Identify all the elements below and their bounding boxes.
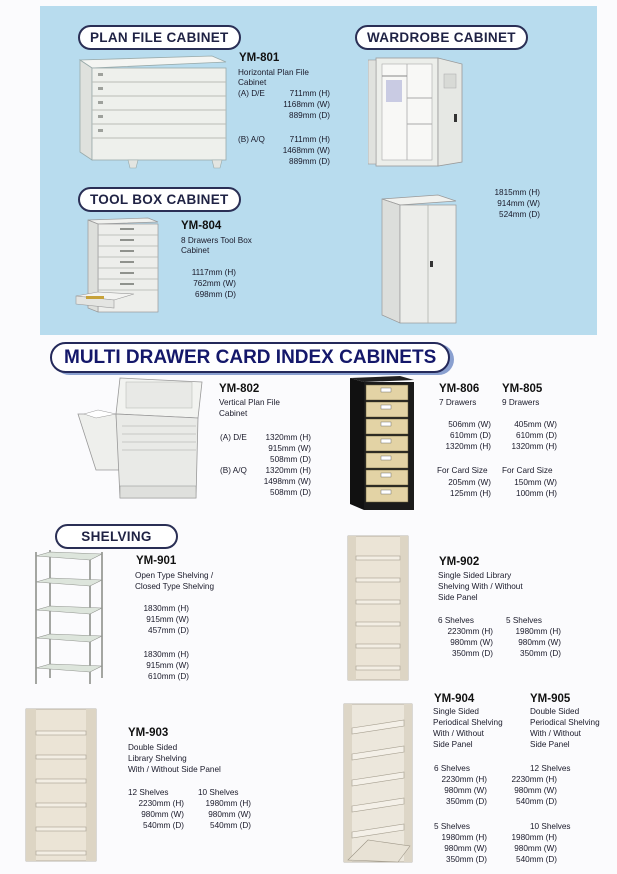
dimension-depth: 350mm (D) xyxy=(446,796,487,806)
ym-902-description-2: Shelving With / Without xyxy=(438,582,523,591)
ym-802-variant-b-label: (B) A/Q xyxy=(220,466,247,475)
dimension-depth: 350mm (D) xyxy=(452,648,493,658)
ym-902-description-3: Side Panel xyxy=(438,593,478,602)
ym-903-10-shelves-dimensions xyxy=(188,799,251,831)
plan-file-cabinet-heading: PLAN FILE CABINET xyxy=(78,25,241,50)
ym-903-12-shelves xyxy=(128,788,169,799)
dimension-height: 2230mm (H) xyxy=(447,627,493,636)
dimension-height: 1320mm (H) xyxy=(511,441,557,451)
ym-905-description-4: Side Panel xyxy=(530,740,570,749)
dimension-width: 914mm (W) xyxy=(497,198,540,208)
card-height: 125mm (H) xyxy=(450,488,491,498)
ym-902-6-shelves-dimensions xyxy=(430,627,493,659)
dimension-width: 1498mm (W) xyxy=(263,476,311,486)
ym-904-description-2: Periodical Shelving xyxy=(433,718,503,727)
dimension-depth: 508mm (D) xyxy=(270,454,311,464)
shelf-count: 10 Shelves xyxy=(198,788,239,797)
ym-905-description-2: Periodical Shelving xyxy=(530,718,600,727)
ym-904-description-1: Single Sided xyxy=(433,707,479,716)
dimension-width: 915mm (W) xyxy=(268,443,311,453)
ym-801-variant-a-dimensions xyxy=(262,89,330,121)
ym-806-card-size-label: For Card Size xyxy=(437,466,488,475)
ym-904-description-4: Side Panel xyxy=(433,740,473,749)
card-index-cabinet-image xyxy=(348,374,418,514)
ym-805-description: 9 Drawers xyxy=(502,398,540,407)
ym-801-variant-b-label: (B) A/Q xyxy=(238,135,265,144)
ym-902-5-shelves-dimensions xyxy=(498,627,561,659)
dimension-width: 506mm (W) xyxy=(448,420,491,429)
model-ym-801: YM-801 xyxy=(239,52,280,64)
ym-806-dimensions xyxy=(428,420,491,452)
model-ym-902: YM-902 xyxy=(439,556,480,568)
shelf-count: 12 Shelves xyxy=(530,764,571,773)
dimension-height: 711mm (H) xyxy=(289,135,330,144)
ym-802-description-1: Vertical Plan File xyxy=(219,398,280,407)
ym-806-card-size xyxy=(428,478,491,500)
ym-905-10-shelves xyxy=(530,822,571,833)
single-sided-library-shelving-image xyxy=(344,534,416,684)
card-width: 150mm (W) xyxy=(514,478,557,487)
ym-904-description-3: With / Without xyxy=(433,729,484,738)
ym-905-12-shelves-dimensions xyxy=(494,775,557,807)
dimension-depth: 350mm (D) xyxy=(446,854,487,864)
dimension-width: 980mm (W) xyxy=(141,809,184,819)
dimension-depth: 610mm (D) xyxy=(148,671,189,681)
ym-805-card-size xyxy=(494,478,557,500)
dimension-height: 2230mm (H) xyxy=(138,799,184,808)
ym-802-description-2: Cabinet xyxy=(219,409,248,418)
dimension-depth: 540mm (D) xyxy=(516,854,557,864)
ym-802-variant-a-dimensions xyxy=(250,433,311,465)
dimension-width: 1168mm (W) xyxy=(283,99,330,109)
dimension-height: 2230mm (H) xyxy=(511,775,557,784)
dimension-depth: 540mm (D) xyxy=(516,796,557,806)
double-sided-library-shelving-image xyxy=(22,705,100,865)
ym-901-dimensions-a xyxy=(128,604,189,636)
model-ym-905: YM-905 xyxy=(530,693,571,705)
vertical-plan-file-cabinet-image xyxy=(76,374,206,504)
horizontal-plan-file-cabinet-image xyxy=(72,52,232,170)
dimension-width: 980mm (W) xyxy=(444,785,487,795)
dimension-depth: 889mm (D) xyxy=(289,156,330,166)
ym-903-description-1: Double Sided xyxy=(128,743,178,752)
dimension-height: 1320mm (H) xyxy=(445,441,491,451)
ym-901-description-2: Closed Type Shelving xyxy=(135,582,215,591)
ym-805-card-size-label: For Card Size xyxy=(502,466,553,475)
ym-805-dimensions xyxy=(494,420,557,452)
ym-905-description-1: Double Sided xyxy=(530,707,580,716)
dimension-depth: 889mm (D) xyxy=(289,110,330,120)
dimension-depth: 698mm (D) xyxy=(195,289,236,299)
tool-box-cabinet-heading: TOOL BOX CABINET xyxy=(78,187,241,212)
ym-804-description-2: Cabinet xyxy=(181,246,210,255)
dimension-width: 980mm (W) xyxy=(450,637,493,647)
dimension-height: 1815mm (H) xyxy=(494,188,540,197)
card-width: 205mm (W) xyxy=(448,478,491,487)
wardrobe-cabinet-heading: WARDROBE CABINET xyxy=(355,25,528,50)
ym-801-description-1: Horizontal Plan File xyxy=(238,68,309,77)
ym-904-5-shelves-dimensions xyxy=(424,833,487,865)
dimension-height: 1980mm (H) xyxy=(205,799,251,808)
model-ym-901: YM-901 xyxy=(136,555,177,567)
ym-903-description-2: Library Shelving xyxy=(128,754,187,763)
dimension-height: 1320mm (H) xyxy=(265,466,311,475)
model-ym-904: YM-904 xyxy=(434,693,475,705)
card-height: 100mm (H) xyxy=(516,488,557,498)
dimension-width: 980mm (W) xyxy=(514,785,557,795)
dimension-height: 1117mm (H) xyxy=(191,268,236,277)
dimension-height: 711mm (H) xyxy=(289,89,330,98)
shelf-count: 6 Shelves xyxy=(434,764,470,773)
dimension-depth: 350mm (D) xyxy=(520,648,561,658)
dimension-depth: 540mm (D) xyxy=(210,820,251,830)
ym-905-10-shelves-dimensions xyxy=(494,833,557,865)
periodical-shelving-image xyxy=(338,700,418,866)
ym-904-6-shelves-dimensions xyxy=(424,775,487,807)
dimension-height: 1320mm (H) xyxy=(265,433,311,442)
dimension-height: 1980mm (H) xyxy=(441,833,487,842)
ym-801-description-2: Cabinet xyxy=(238,78,267,87)
model-ym-805: YM-805 xyxy=(502,383,543,395)
dimension-height: 1980mm (H) xyxy=(511,833,557,842)
ym-806-description: 7 Drawers xyxy=(439,398,477,407)
tool-box-cabinet-image xyxy=(74,216,164,320)
shelf-count: 10 Shelves xyxy=(530,822,571,831)
dimension-height: 1830mm (H) xyxy=(143,604,189,613)
model-ym-804: YM-804 xyxy=(181,220,222,232)
dimension-width: 980mm (W) xyxy=(208,809,251,819)
ym-902-description-1: Single Sided Library xyxy=(438,571,512,580)
ym-901-dimensions-b xyxy=(128,650,189,682)
wardrobe-dimensions xyxy=(466,188,540,220)
dimension-height: 1830mm (H) xyxy=(143,650,189,659)
open-type-shelving-image xyxy=(30,548,110,688)
ym-903-description-3: With / Without Side Panel xyxy=(128,765,221,774)
dimension-width: 915mm (W) xyxy=(146,660,189,670)
dimension-height: 1980mm (H) xyxy=(515,627,561,636)
dimension-width: 405mm (W) xyxy=(514,420,557,429)
model-ym-806: YM-806 xyxy=(439,383,480,395)
model-ym-802: YM-802 xyxy=(219,383,260,395)
shelf-count: 6 Shelves xyxy=(438,616,474,625)
dimension-width: 762mm (W) xyxy=(193,278,236,288)
dimension-depth: 610mm (D) xyxy=(450,430,491,440)
dimension-width: 980mm (W) xyxy=(444,843,487,853)
shelf-count: 5 Shelves xyxy=(506,616,542,625)
ym-904-6-shelves xyxy=(434,764,470,775)
dimension-width: 980mm (W) xyxy=(514,843,557,853)
dimension-depth: 457mm (D) xyxy=(148,625,189,635)
dimension-depth: 540mm (D) xyxy=(143,820,184,830)
dimension-width: 1468mm (W) xyxy=(282,145,330,155)
model-ym-903: YM-903 xyxy=(128,727,169,739)
wardrobe-cabinet-closed-image xyxy=(378,193,460,327)
ym-802-variant-a-label: (A) D/E xyxy=(220,433,247,442)
ym-904-5-shelves xyxy=(434,822,470,833)
shelf-count: 5 Shelves xyxy=(434,822,470,831)
wardrobe-cabinet-open-image xyxy=(368,54,470,174)
dimension-width: 915mm (W) xyxy=(146,614,189,624)
dimension-height: 2230mm (H) xyxy=(441,775,487,784)
dimension-depth: 508mm (D) xyxy=(270,487,311,497)
ym-902-5-shelves xyxy=(506,616,542,627)
multi-drawer-card-index-heading: MULTI DRAWER CARD INDEX CABINETS xyxy=(50,342,450,373)
shelving-heading: SHELVING xyxy=(55,524,178,549)
dimension-width: 980mm (W) xyxy=(518,637,561,647)
dimension-depth: 524mm (D) xyxy=(499,209,540,219)
ym-902-6-shelves xyxy=(438,616,474,627)
ym-905-description-3: With / Without xyxy=(530,729,581,738)
ym-801-variant-a-label: (A) D/E xyxy=(238,89,265,98)
ym-802-variant-b-dimensions xyxy=(250,466,311,498)
ym-901-description-1: Open Type Shelving / xyxy=(135,571,214,580)
ym-903-10-shelves xyxy=(198,788,239,799)
dimension-depth: 610mm (D) xyxy=(516,430,557,440)
shelf-count: 12 Shelves xyxy=(128,788,169,797)
ym-905-12-shelves xyxy=(530,764,571,775)
ym-801-variant-b-dimensions xyxy=(262,135,330,167)
ym-804-description-1: 8 Drawers Tool Box xyxy=(181,236,252,245)
ym-903-12-shelves-dimensions xyxy=(121,799,184,831)
ym-804-dimensions xyxy=(175,268,236,300)
